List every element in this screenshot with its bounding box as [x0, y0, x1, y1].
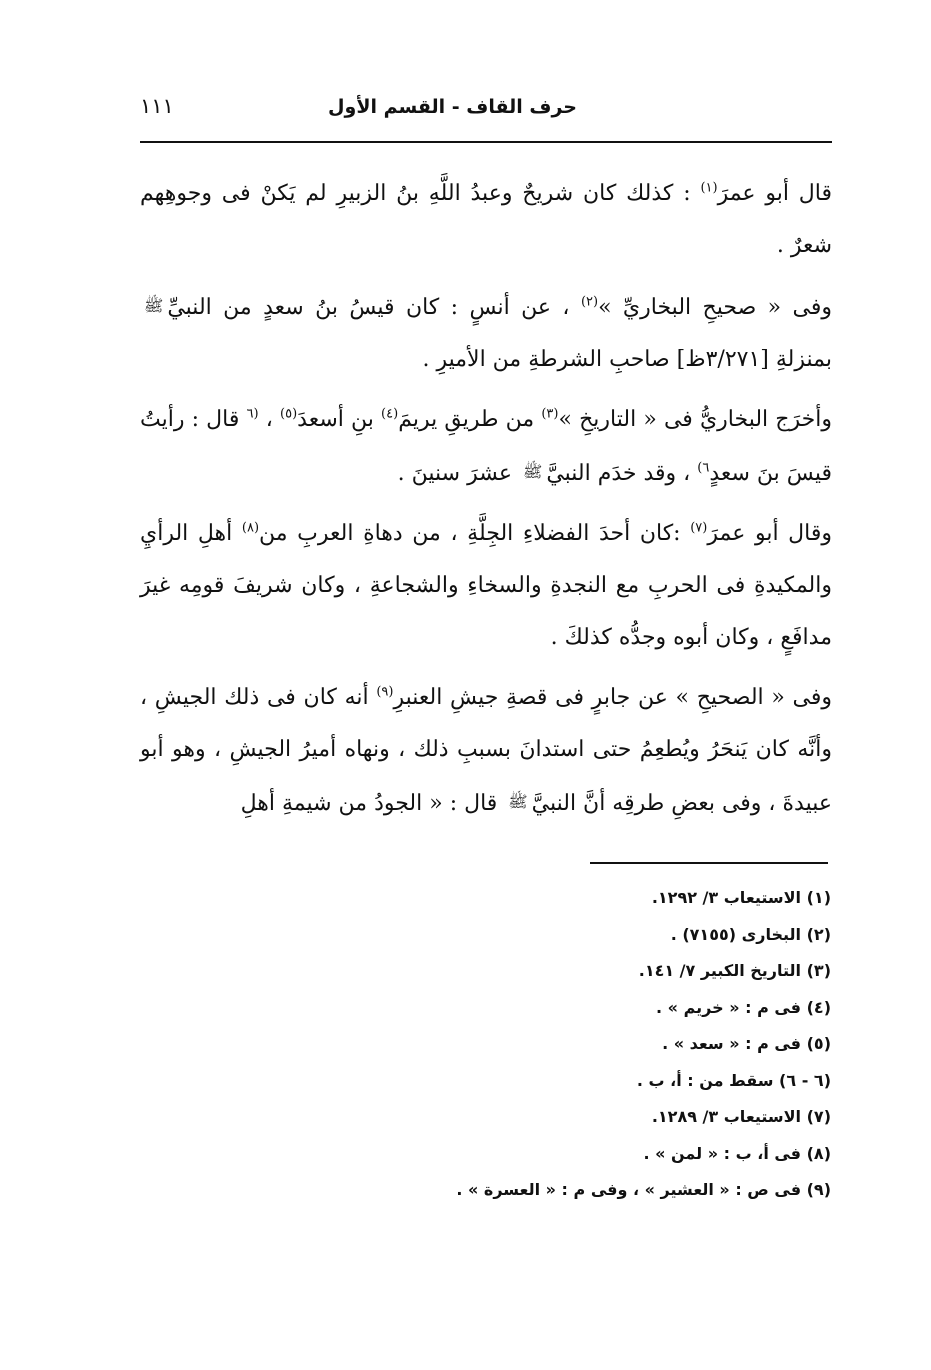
paragraph-4: وقال أبو عمرَ$^{(٧)}$ :كان أحدَ الفضلاءِ الجِلَّةِ ، من دهاةِ العربِ من$^{(٨)}$ أهلِ الرأيِ والمكيدةِ فى الحربِ مع النجدةِ والسخاءِ والشجاعةِ ، وكان شريفَ قومِه غيرَ مدافَعٍ ، وكان أبوه وجدُّه كذلكَ . [140, 520, 832, 650]
salla-glyph: ﷺ [522, 462, 543, 481]
footnote-ref: (١) [700, 180, 718, 196]
paragraph-2: وفى « صحيحِ البخاريِّ »$^{(٢)}$ ، عن أنسٍ : كان قيسُ بنُ سعدٍ من النبيِّﷺ بمنزلةِ [٣/٢٧١ظ] صاحبِ الشرطةِ من الأميرِ . [140, 280, 832, 386]
footnote-8: (٨) فى أ، ب : « لمن » . [643, 1143, 831, 1163]
footnote-ref: ٦) [697, 460, 710, 476]
salla-glyph: ﷺ [144, 296, 164, 315]
footnote-ref: (٢) [580, 294, 599, 310]
footnote-separator [590, 862, 828, 864]
paragraph-3: وأخرَج البخاريُّ فى « التاريخِ »$^{(٣)}$ من طريقِ يريمَ$^{(٤)}$ بنِ أسعدَ$^{(٥)}$ ، $^{(٦}$ قال : رأيتُ قيسَ بنَ سعدٍ$^{٦)}$ ، وقد خدَم النبيَّﷺ عشرَ سنينَ . [140, 394, 832, 500]
footnotes [271, 880, 831, 1209]
main-text [140, 168, 832, 838]
salla-glyph: ﷺ [508, 792, 528, 811]
footnote-6: (٦ - ٦) سقط من : أ، ب . [636, 1070, 831, 1090]
footnote-3: (٣) التاريخ الكبير ٧/ ١٤١. [638, 961, 831, 980]
footnote-ref: (٥) [280, 406, 298, 422]
header-rule [140, 141, 832, 143]
footnote-2: (٢) البخارى (٧١٥٥) . [670, 924, 831, 944]
footnote-ref: (٤) [381, 406, 399, 422]
footnote-ref: (٧) [690, 520, 708, 536]
page-number: ١١١ [140, 94, 174, 118]
footnote-ref: (٣) [541, 406, 559, 422]
footnote-ref: (٨) [241, 520, 260, 536]
paragraph-5: وفى « الصحيحِ » عن جابرٍ فى قصةِ جيشِ العنبرِ$^{(٩)}$ أنه كان فى ذلك الجيشِ ، وأنَّه كان يَنحَرُ ويُطعِمُ حتى استدانَ بسببِ ذلك ، ونهاه أميرُ الجيشِ ، وهو أبو عبيدةَ ، وفى بعضِ طرقِه أنَّ النبيَّﷺ قال : « الجودُ من شيمةِ أهلِ [140, 672, 832, 830]
footnote-7: (٧) الاستيعاب ٣/ ١٢٨٩. [651, 1107, 831, 1126]
footnote-5: (٥) فى م : « سعد » . [662, 1034, 831, 1053]
footnote-ref: (٦ [246, 406, 259, 422]
footnote-9: (٩) فى ص : « العشير » ، وفى م : « العسرة » . [456, 1180, 831, 1199]
running-head: حرف القاف - القسم الأول [328, 96, 577, 118]
footnote-ref: (٩) [376, 684, 394, 700]
footnote-4: (٤) فى م : « خريم » . [656, 997, 831, 1017]
paragraph-1: قال أبو عمرَ$^{(١)}$ : كذلك كان شريحٌ وعبدُ اللَّهِ بنُ الزبيرِ لم يَكنْ فى وجوهِهم شعرٌ . [140, 180, 832, 258]
page-header [140, 92, 832, 132]
footnote-1: (١) الاستيعاب ٣/ ١٢٩٢. [651, 888, 831, 907]
